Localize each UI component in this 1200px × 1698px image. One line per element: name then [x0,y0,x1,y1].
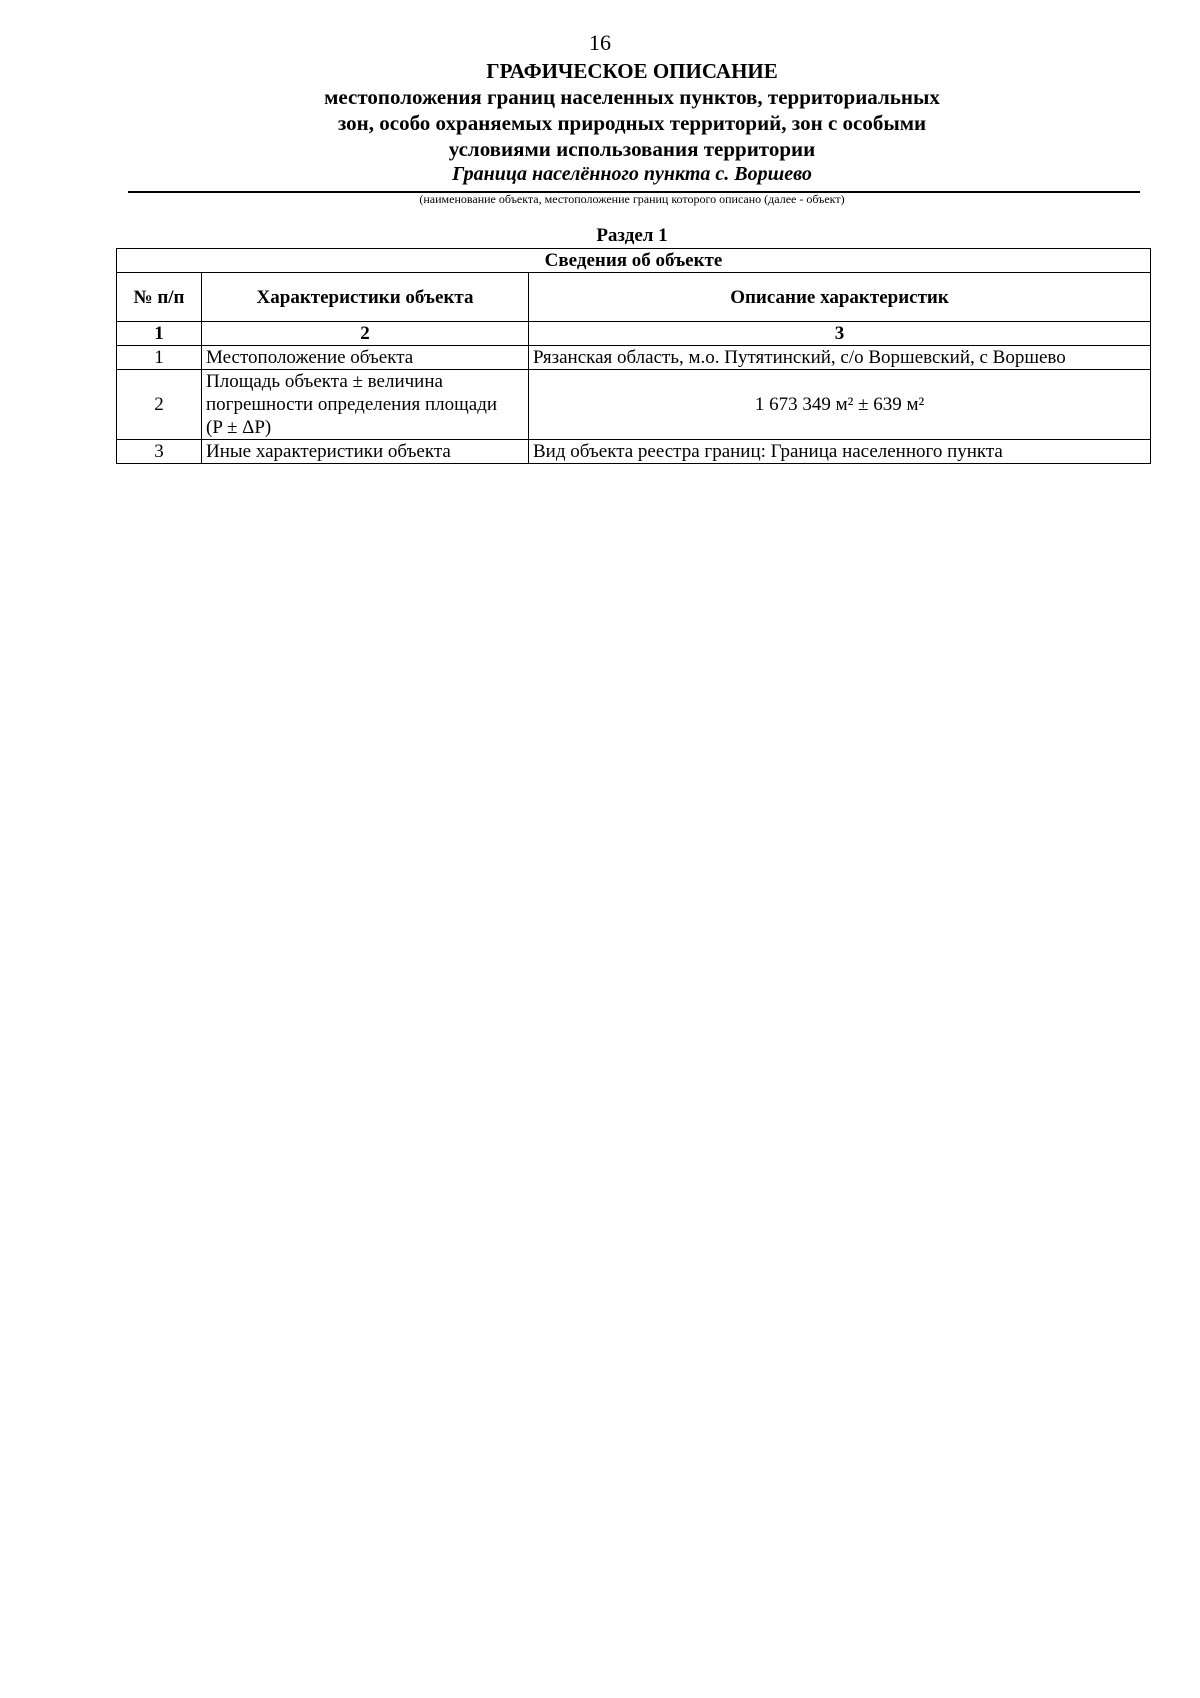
table-row [117,346,1151,370]
subtitle-line: местоположения границ населенных пунктов, территориальных [324,85,940,109]
subtitle-line: условиями использования территории [448,137,816,161]
table-title-row [117,249,1151,273]
table-title: Сведения об объекте [117,249,1151,273]
table-row [117,440,1151,464]
column-number: 1 [117,322,202,346]
table-column-numbers-row [117,322,1151,346]
column-number: 2 [202,322,529,346]
subtitle-line: зон, особо охраняемых природных территорий, зон с особыми [337,111,927,135]
column-number: 3 [529,322,1151,346]
row-characteristic: Местоположение объекта [202,346,529,370]
document-title: ГРАФИЧЕСКОЕ ОПИСАНИЕ [486,59,778,83]
row-description: Рязанская область, м.о. Путятинский, с/о Воршевский, с Воршево [529,346,1151,370]
row-description: 1 673 349 м² ± 639 м² [529,370,1151,440]
characteristic-line: (P ± ΔP) [206,417,272,438]
object-name: Граница населённого пункта с. Воршево [452,163,812,185]
header-characteristic: Характеристики объекта [202,273,529,322]
characteristic-line: погрешности определения площади [206,394,498,415]
row-number: 2 [117,370,202,440]
characteristic-line: Площадь объекта ± величина [206,371,443,392]
table-row [117,370,1151,440]
row-number: 1 [117,346,202,370]
header-number: № п/п [117,273,202,322]
page-number: 16 [589,30,611,55]
object-info-table [116,248,1151,464]
header-description: Описание характеристик [529,273,1151,322]
object-caption: (наименование объекта, местоположение границ которого описано (далее - объект) [419,192,845,206]
row-description: Вид объекта реестра границ: Граница населенного пункта [529,440,1151,464]
table-header-row [117,273,1151,322]
document-subtitle [0,84,1200,162]
row-characteristic [202,370,529,440]
row-characteristic: Иные характеристики объекта [202,440,529,464]
row-number: 3 [117,440,202,464]
section-title: Раздел 1 [596,225,668,246]
